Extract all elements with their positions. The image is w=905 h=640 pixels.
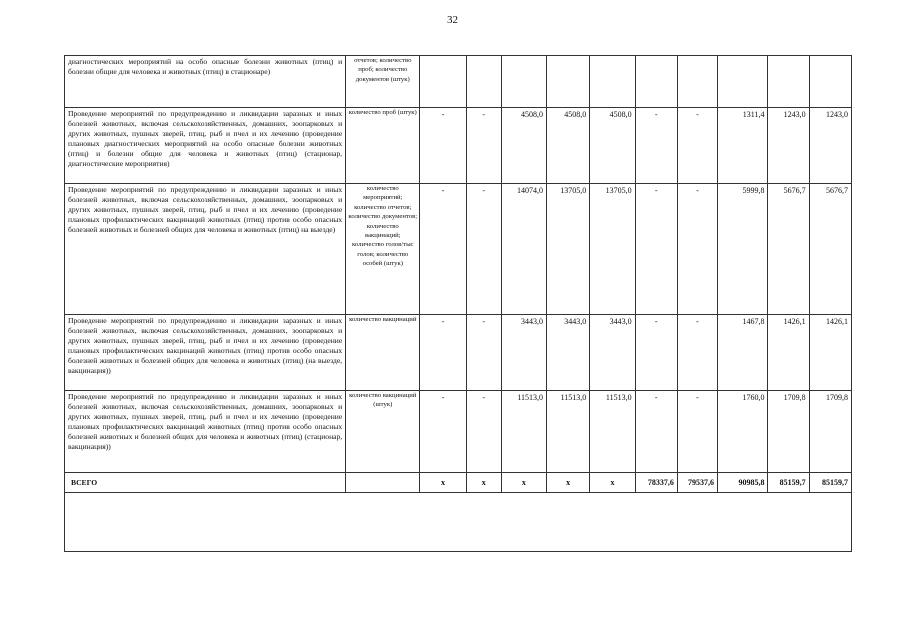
row-value-cell: 4508,0 (547, 108, 590, 184)
row-value-cell: 1243,0 (768, 108, 809, 184)
total-row (65, 473, 852, 493)
row-value-cell: - (677, 315, 717, 391)
row-value-cell: 1709,8 (768, 391, 809, 473)
row-value-cell: - (677, 184, 717, 315)
row-value-cell: 14074,0 (501, 184, 546, 315)
total-value-cell: х (590, 473, 635, 493)
page-number: 32 (447, 14, 458, 26)
row-value-cell (635, 56, 677, 108)
row-value-cell: 1760,0 (717, 391, 767, 473)
row-unit: количество вакцинаций (штук) (346, 391, 420, 473)
row-value-cell: 5676,7 (809, 184, 851, 315)
row-value-cell: 1243,0 (809, 108, 851, 184)
row-value-cell: 5999,8 (717, 184, 767, 315)
row-value-cell: - (466, 391, 501, 473)
row-value-cell: 11513,0 (547, 391, 590, 473)
total-value-cell: х (501, 473, 546, 493)
row-value-cell: 4508,0 (590, 108, 635, 184)
row-value-cell (590, 56, 635, 108)
row-value-cell: - (420, 315, 466, 391)
row-value-cell: - (420, 391, 466, 473)
row-value-cell: - (635, 108, 677, 184)
row-value-cell: - (635, 184, 677, 315)
row-value-cell: 11513,0 (590, 391, 635, 473)
row-value-cell: 1709,8 (809, 391, 851, 473)
row-value-cell: 13705,0 (590, 184, 635, 315)
row-value-cell: - (635, 391, 677, 473)
row-value-cell: - (677, 108, 717, 184)
row-value-cell (717, 56, 767, 108)
row-value-cell (768, 56, 809, 108)
total-value-cell: 79537,6 (677, 473, 717, 493)
total-value-cell: 85159,7 (809, 473, 851, 493)
row-value-cell: - (420, 184, 466, 315)
row-value-cell: 3443,0 (590, 315, 635, 391)
total-label: ВСЕГО (65, 473, 346, 493)
total-value-cell: х (547, 473, 590, 493)
row-value-cell (809, 56, 851, 108)
table-row (65, 56, 852, 108)
total-unit (346, 473, 420, 493)
row-description: Проведение мероприятий по предупреждению и ликвидации заразных и иных болезней животных, включая сельскохозяйственных, домашних, зоопарковых и других животных, пушных зверей, птиц, рыб и пчел и их лечению (проведение плановых профилактических вакцинаций животных (птиц) против особо опасных болезней животных и болезней общих для человека и животных (птиц) (на выезде, вакцинация)) (65, 315, 346, 391)
total-value-cell: х (420, 473, 466, 493)
row-value-cell: - (466, 184, 501, 315)
row-unit: отчетов; количество проб; количество документов (штук) (346, 56, 420, 108)
row-value-cell: 3443,0 (547, 315, 590, 391)
total-value-cell: х (466, 473, 501, 493)
row-description: Проведение мероприятий по предупреждению и ликвидации заразных и иных болезней животных, включая сельскохозяйственных, домашних, зоопарковых и других животных, пушных зверей, птиц, рыб и пчел и их лечению (проведение плановых профилактических вакцинаций животных (птиц) против особо опасных болезней животных и болезней общих для человека и животных (птиц) (стационар, вакцинация)) (65, 391, 346, 473)
row-value-cell: 13705,0 (547, 184, 590, 315)
row-value-cell: 5676,7 (768, 184, 809, 315)
row-value-cell: 11513,0 (501, 391, 546, 473)
row-unit: количество вакцинаций (346, 315, 420, 391)
table-row (65, 108, 852, 184)
table-row (65, 184, 852, 315)
row-value-cell: 3443,0 (501, 315, 546, 391)
row-value-cell (547, 56, 590, 108)
row-value-cell (501, 56, 546, 108)
total-value-cell: 90985,8 (717, 473, 767, 493)
row-description: Проведение мероприятий по предупреждению и ликвидации заразных и иных болезней животных, включая сельскохозяйственных, домашних, зоопарковых и других животных, пушных зверей, птиц, рыб и пчел и их лечению (проведение плановых диагностических мероприятий на особо опасные болезни животных (птиц) и болезни общие для человека и животных (птиц) (стационар, диагностические мероприятия) (65, 108, 346, 184)
row-value-cell: 1467,8 (717, 315, 767, 391)
row-value-cell: - (466, 108, 501, 184)
total-value-cell: 78337,6 (635, 473, 677, 493)
row-value-cell: 1426,1 (768, 315, 809, 391)
row-unit: количество мероприятий; количество отчетов; количество документов; количество вакцинаций; количество голов/тыс голов; количество особей (штук) (346, 184, 420, 315)
row-value-cell: - (677, 391, 717, 473)
table-row (65, 391, 852, 473)
row-value-cell: - (466, 315, 501, 391)
row-value-cell (420, 56, 466, 108)
row-value-cell: 4508,0 (501, 108, 546, 184)
row-value-cell: - (420, 108, 466, 184)
row-value-cell: - (635, 315, 677, 391)
table-row (65, 315, 852, 391)
row-value-cell: 1311,4 (717, 108, 767, 184)
row-description: диагностических мероприятий на особо опасные болезни животных (птиц) и болезни общие для человека и животных (птиц) в стационаре) (65, 56, 346, 108)
row-value-cell: 1426,1 (809, 315, 851, 391)
row-value-cell (677, 56, 717, 108)
row-description: Проведение мероприятий по предупреждению и ликвидации заразных и иных болезней животных, включая сельскохозяйственных, домашних, зоопарковых и других животных, пушных зверей, птиц, рыб и пчел и их лечению (проведение плановых профилактических вакцинаций животных (птиц) против особо опасных болезней животных и болезней общих для человека и животных (птиц) на выезде) (65, 184, 346, 315)
row-value-cell (466, 56, 501, 108)
total-value-cell: 85159,7 (768, 473, 809, 493)
budget-table (64, 55, 852, 493)
row-unit: количество проб (штук) (346, 108, 420, 184)
